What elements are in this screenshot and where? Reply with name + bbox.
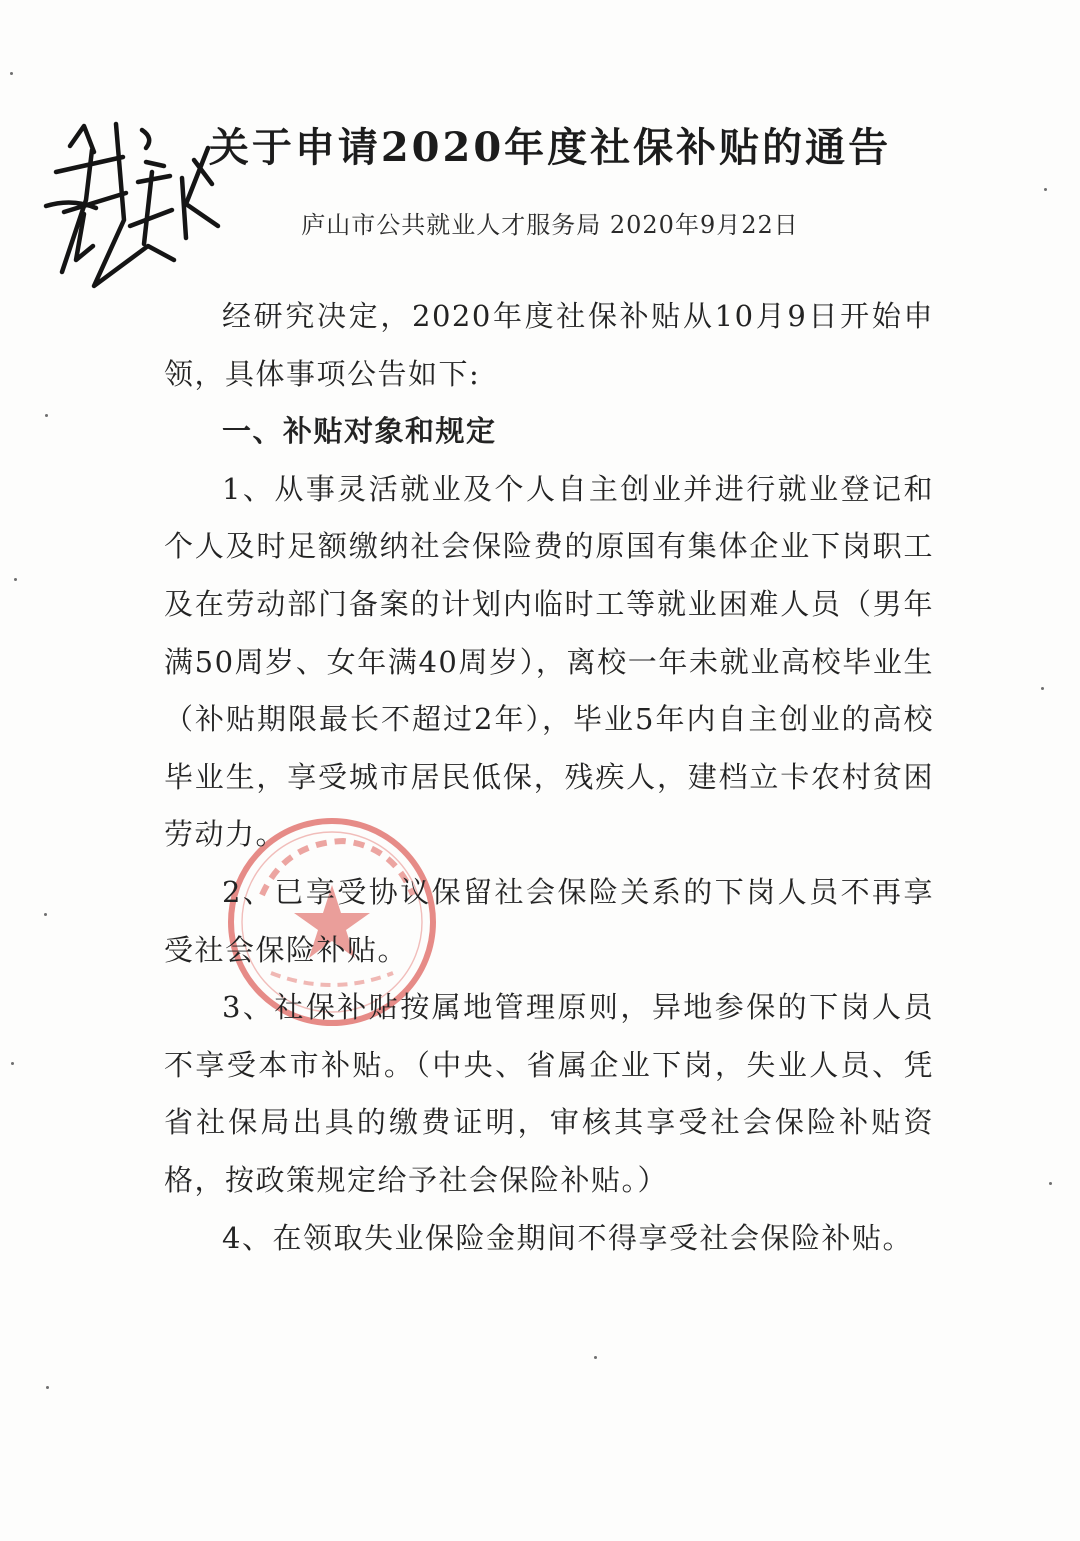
scan-speck xyxy=(594,1356,597,1359)
scan-speck xyxy=(11,1062,14,1065)
scan-speck xyxy=(44,913,47,916)
scan-speck xyxy=(46,1386,49,1389)
scan-speck xyxy=(14,578,17,581)
provision-4: 4、在领取失业保险金期间不得享受社会保险补贴。 xyxy=(222,1220,913,1255)
issuer-date-line: 庐山市公共就业人才服务局 2020年9月22日 xyxy=(301,211,799,239)
scan-speck xyxy=(1049,1182,1052,1185)
provision-1: 1、从事灵活就业及个人自主创业并进行就业登记和个人及时足额缴纳社会保险费的原国有集体企业下岗职工及在劳动部门备案的计划内临时工等就业困难人员（男年满50周岁、女年满40周岁），离校一年未就业高校毕业生（补贴期限最长不超过2年），毕业5年内自主创业的高校毕业生，享受城市居民低保，残疾人，建档立卡农村贫困劳动力。 xyxy=(164,471,934,852)
provision-3: 3、社保补贴按属地管理原则，异地参保的下岗人员不享受本市补贴。（中央、省属企业下岗，失业人员、凭省社保局出具的缴费证明，审核其享受社会保险补贴资格，按政策规定给予社会保险补贴。） xyxy=(164,990,934,1197)
provision-2: 2、已享受协议保留社会保险关系的下岗人员不再享受社会保险补贴。 xyxy=(164,874,934,967)
section-heading: 一、补贴对象和规定 xyxy=(222,414,497,449)
scan-speck xyxy=(45,414,48,417)
scan-speck xyxy=(1044,188,1047,191)
scan-speck xyxy=(10,72,13,75)
notice-body xyxy=(164,288,934,1267)
intro-paragraph: 经研究决定，2020年度社保补贴从10月9日开始申领，具体事项公告如下: xyxy=(164,299,934,391)
notice-title: 关于申请2020年度社保补贴的通告 xyxy=(208,124,892,171)
scan-speck xyxy=(1041,687,1044,690)
